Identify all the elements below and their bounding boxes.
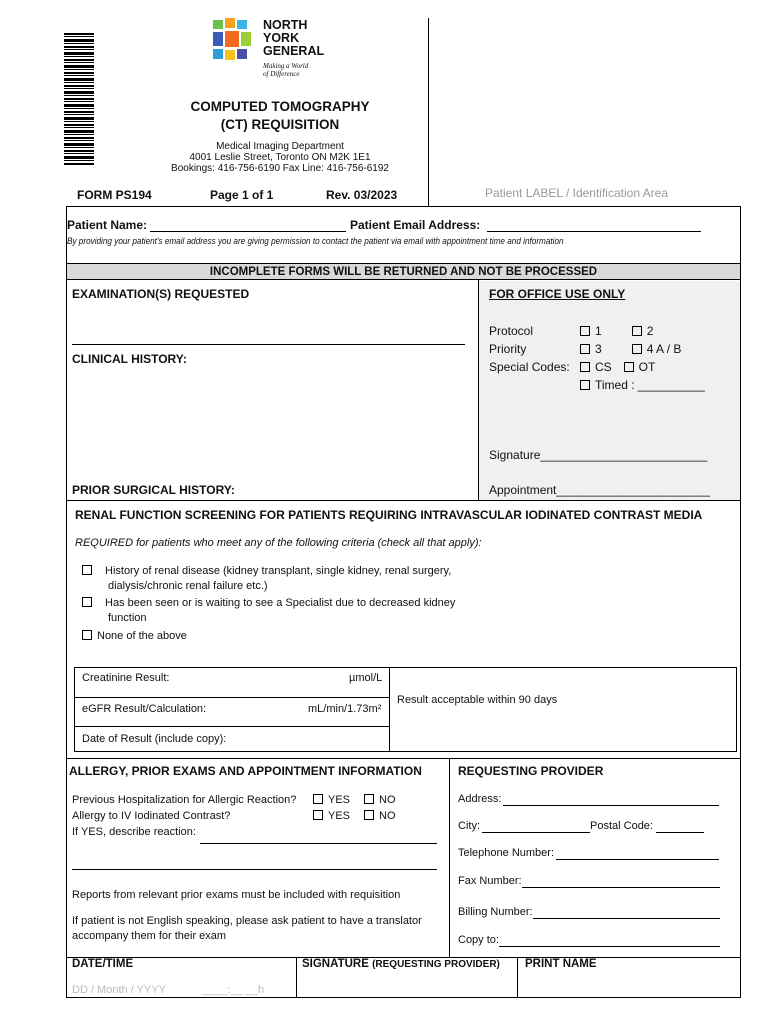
result-acceptable: Result acceptable within 90 days (397, 694, 558, 706)
patient-email-field[interactable] (487, 231, 701, 232)
dept-info: Medical Imaging Department 4001 Leslie Street, Toronto ON M2K 1E1 Bookings: 416-756-6190 Fax Line: 416-756-6192 (171, 141, 389, 174)
page-number: Page 1 of 1 (210, 188, 274, 202)
renal-criteria: History of renal disease (kidney transplant, single kidney, renal surgery, dialysis/chronic renal failure etc.) Has been seen or is waiting to see a Specialist due to decreased kidney function None of the above (82, 564, 455, 644)
tagline: Making a World of Difference (263, 62, 309, 78)
provider-address-field[interactable] (503, 805, 719, 806)
egfr-unit: mL/min/1.73m² (308, 703, 382, 715)
provider-title: REQUESTING PROVIDER (458, 764, 604, 778)
signature-label: SIGNATURE (REQUESTING PROVIDER) (302, 958, 500, 970)
provider-postal-field[interactable] (656, 832, 704, 833)
clinical-history-label: CLINICAL HISTORY: (72, 352, 187, 366)
office-labels: Protocol Priority Special Codes: (489, 324, 570, 374)
provider-phone-label: Telephone Number: (458, 847, 555, 859)
datetime-label: DATE/TIME (72, 958, 134, 970)
incomplete-warning: INCOMPLETE FORMS WILL BE RETURNED AND NOT BE PROCESSED (67, 263, 740, 280)
renal-title: RENAL FUNCTION SCREENING FOR PATIENTS REQUIRING INTRAVASCULAR IODINATED CONTRAST MEDIA (75, 508, 703, 522)
provider-copy-label: Copy to: (458, 934, 499, 946)
allergy-options: YES NO YES NO (313, 792, 396, 824)
provider-address-label: Address: (458, 793, 502, 805)
office-options: 1 2 3 4 A / B CS OT Timed : __________ (580, 322, 705, 394)
reports-note: Reports from relevant prior exams must be included with requisition (72, 889, 401, 901)
renal-required: REQUIRED for patients who meet any of the following criteria (check all that apply): (75, 537, 482, 549)
form-number: FORM PS194 (77, 188, 152, 202)
provider-billing-label: Billing Number: (458, 906, 533, 918)
exam-requested-label: EXAMINATION(S) REQUESTED (72, 287, 250, 301)
patient-name-field[interactable] (150, 231, 346, 232)
contrast-yes-checkbox[interactable] (313, 810, 323, 820)
page-title: COMPUTED TOMOGRAPHY (CT) REQUISITION (190, 99, 370, 132)
creatinine-unit: µmol/L (349, 672, 383, 684)
hospitalization-yes-checkbox[interactable] (313, 794, 323, 804)
provider-postal-label: Postal Code: (590, 820, 653, 832)
allergy-title: ALLERGY, PRIOR EXAMS AND APPOINTMENT INFORMATION (69, 764, 422, 778)
office-use-title: FOR OFFICE USE ONLY (489, 287, 626, 301)
contrast-no-checkbox[interactable] (364, 810, 374, 820)
result-date-label: Date of Result (include copy): (82, 733, 227, 745)
priority-4-checkbox[interactable] (632, 344, 642, 354)
creatinine-label: Creatinine Result: (82, 672, 170, 684)
org-name: NORTH YORK GENERAL (263, 18, 325, 58)
office-appointment[interactable]: Appointment_______________________ (489, 483, 710, 497)
time-placeholder[interactable]: ____:__ __h (203, 984, 265, 996)
allergy-questions: Previous Hospitalization for Allergic Reaction? Allergy to IV Iodinated Contrast? If YES, describe reaction: (72, 794, 297, 838)
translator-note: If patient is not English speaking, please ask patient to have a translator accompany them for their exam (72, 915, 422, 942)
office-signature[interactable]: Signature_________________________ (489, 448, 708, 462)
email-consent: By providing your patient's email address you are giving permission to contact the patient via email with appointment time and information (67, 236, 564, 247)
cs-checkbox[interactable] (580, 362, 590, 372)
barcode (64, 33, 94, 165)
provider-fax-label: Fax Number: (458, 875, 522, 887)
provider-city-label: City: (458, 820, 480, 832)
provider-phone-field[interactable] (556, 859, 719, 860)
priority-3-checkbox[interactable] (580, 344, 590, 354)
hospital-logo (213, 18, 253, 62)
surgical-history-label: PRIOR SURGICAL HISTORY: (72, 483, 235, 497)
provider-billing-field[interactable] (533, 918, 720, 919)
hospitalization-no-checkbox[interactable] (364, 794, 374, 804)
specialist-checkbox[interactable] (82, 597, 92, 607)
date-placeholder[interactable]: DD / Month / YYYY (72, 984, 166, 996)
patient-label-area: Patient LABEL / Identification Area (485, 186, 669, 200)
patient-email-label: Patient Email Address: (350, 218, 481, 232)
egfr-label: eGFR Result/Calculation: (82, 703, 207, 715)
ot-checkbox[interactable] (624, 362, 634, 372)
renal-disease-checkbox[interactable] (82, 565, 92, 575)
reaction-field[interactable] (200, 843, 437, 844)
patient-name-label: Patient Name: (67, 218, 148, 232)
protocol-2-checkbox[interactable] (632, 326, 642, 336)
exam-requested-field[interactable] (72, 344, 465, 345)
provider-city-field[interactable] (482, 832, 590, 833)
provider-fax-field[interactable] (522, 887, 720, 888)
protocol-1-checkbox[interactable] (580, 326, 590, 336)
reaction-field-2[interactable] (72, 869, 437, 870)
provider-copy-field[interactable] (499, 946, 720, 947)
print-name-label: PRINT NAME (525, 958, 597, 970)
revision: Rev. 03/2023 (326, 188, 398, 202)
none-checkbox[interactable] (82, 630, 92, 640)
timed-checkbox[interactable] (580, 380, 590, 390)
